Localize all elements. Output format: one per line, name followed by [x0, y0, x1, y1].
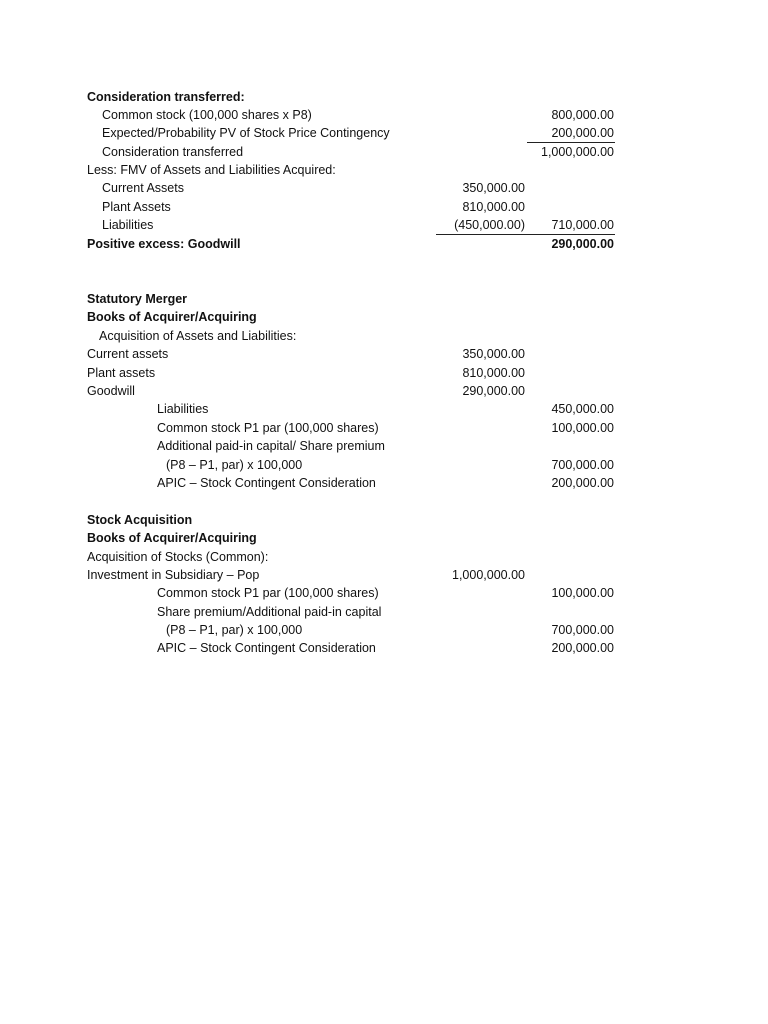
row-label: Current assets	[87, 347, 169, 361]
consideration-heading-row	[0, 88, 768, 106]
row-label: Liabilities	[102, 218, 154, 232]
amount-col2: 200,000.00	[551, 641, 614, 655]
amount-col2: 700,000.00	[551, 458, 614, 472]
row-label: Consideration transferred	[102, 145, 244, 159]
amount-col2: 710,000.00	[551, 218, 614, 232]
goodwill-total-row	[0, 235, 768, 253]
row-label: Positive excess: Goodwill	[87, 237, 241, 251]
section-subtitle: Books of Acquirer/Acquiring	[87, 310, 257, 324]
liabilities-row	[0, 216, 768, 234]
row-label: (P8 – P1, par) x 100,000	[166, 458, 303, 472]
row-label: Current Assets	[102, 181, 184, 195]
acquisition-intro-row	[0, 327, 768, 345]
books-subtitle-row	[0, 308, 768, 326]
current-assets-row	[0, 179, 768, 197]
journal-row	[0, 584, 768, 602]
amount-col2: 100,000.00	[551, 421, 614, 435]
journal-row	[0, 639, 768, 657]
consideration-heading: Consideration transferred:	[87, 90, 245, 104]
consideration-total-row	[0, 143, 768, 161]
stock-acquisition-title-row	[0, 511, 768, 529]
section-subtitle: Books of Acquirer/Acquiring	[87, 531, 257, 545]
journal-row	[0, 419, 768, 437]
row-label: Additional paid-in capital/ Share premium	[157, 439, 385, 453]
row-label: Plant assets	[87, 366, 156, 380]
row-label: Common stock P1 par (100,000 shares)	[157, 586, 379, 600]
contingency-row	[0, 124, 768, 142]
amount-col2: 800,000.00	[551, 108, 614, 122]
row-label: Goodwill	[87, 384, 135, 398]
journal-row	[0, 621, 768, 639]
row-label: Common stock (100,000 shares x P8)	[102, 108, 312, 122]
section-title: Stock Acquisition	[87, 513, 193, 527]
plant-assets-row	[0, 198, 768, 216]
amount-col1: 350,000.00	[462, 181, 525, 195]
row-label: Plant Assets	[102, 200, 171, 214]
journal-row	[0, 566, 768, 584]
books-subtitle-row	[0, 529, 768, 547]
amount-col2: 100,000.00	[551, 586, 614, 600]
journal-row	[0, 382, 768, 400]
row-label: Liabilities	[157, 402, 209, 416]
amount-col2: 450,000.00	[551, 402, 614, 416]
journal-row	[0, 474, 768, 492]
amount-col2: 200,000.00	[551, 476, 614, 490]
journal-row	[0, 345, 768, 363]
acquisition-intro-row	[0, 548, 768, 566]
row-label: Less: FMV of Assets and Liabilities Acquired:	[87, 163, 336, 177]
amount-col1: 810,000.00	[462, 366, 525, 380]
section-intro: Acquisition of Stocks (Common):	[87, 550, 269, 564]
journal-row	[0, 603, 768, 621]
amount-col2: 200,000.00	[551, 126, 614, 140]
amount-col2: 700,000.00	[551, 623, 614, 637]
journal-row	[0, 364, 768, 382]
row-label: Common stock P1 par (100,000 shares)	[157, 421, 379, 435]
less-fmv-row	[0, 161, 768, 179]
section-intro: Acquisition of Assets and Liabilities:	[99, 329, 297, 343]
common-stock-row	[0, 106, 768, 124]
row-label: Expected/Probability PV of Stock Price Contingency	[102, 126, 390, 140]
amount-col2: 1,000,000.00	[541, 145, 614, 159]
statutory-merger-title-row	[0, 290, 768, 308]
amount-col1: 350,000.00	[462, 347, 525, 361]
journal-row	[0, 437, 768, 455]
journal-row	[0, 400, 768, 418]
row-label: Share premium/Additional paid-in capital	[157, 605, 382, 619]
amount-col1: (450,000.00)	[454, 218, 525, 232]
amount-col1: 810,000.00	[462, 200, 525, 214]
row-label: Investment in Subsidiary – Pop	[87, 568, 260, 582]
row-label: APIC – Stock Contingent Consideration	[157, 641, 376, 655]
amount-col1: 290,000.00	[462, 384, 525, 398]
section-title: Statutory Merger	[87, 292, 188, 306]
amount-col1: 1,000,000.00	[452, 568, 525, 582]
amount-col2: 290,000.00	[551, 237, 614, 251]
row-label: APIC – Stock Contingent Consideration	[157, 476, 376, 490]
row-label: (P8 – P1, par) x 100,000	[166, 623, 303, 637]
journal-row	[0, 456, 768, 474]
